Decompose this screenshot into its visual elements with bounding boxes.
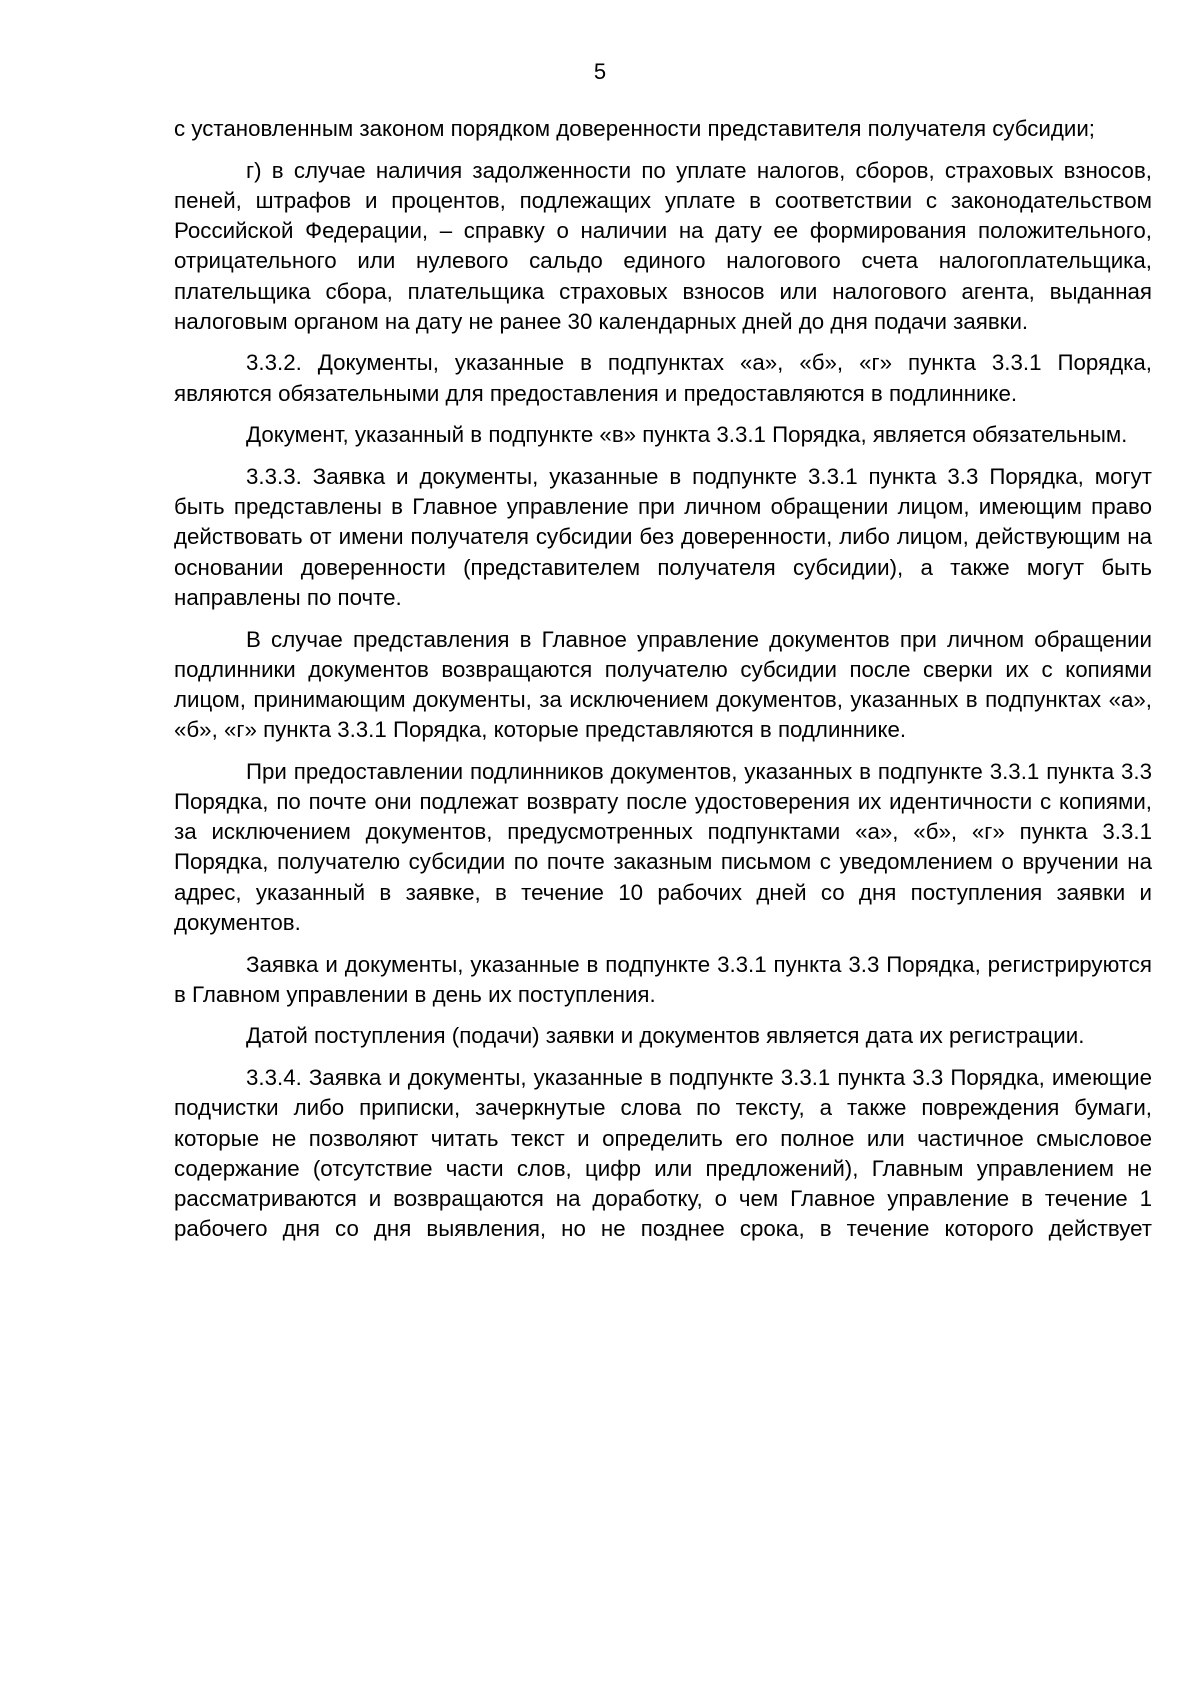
paragraph-submission-date: Датой поступления (подачи) заявки и документов является дата их регистрации. — [246, 1023, 1085, 1049]
paragraph-subitem-v-note: Документ, указанный в подпункте «в» пункта 3.3.1 Порядка, является обязательным. — [246, 422, 1128, 448]
paragraph-mail-submission: При предоставлении подлинников документов, указанных в подпункте 3.3.1 пункта 3.3 Порядка, по почте они подлежат возврату после удостоверения их идентичности с копиями, за исключением документов, предусмотренных подпунктами «а», «б», «г» пункта 3.3.1 Порядка, получателю субсидии по почте заказным письмом с уведомлением о вручении на адрес, указанный в заявке, в течение 10 рабочих дней со дня поступления заявки и документов. — [174, 758, 1152, 935]
document-body — [174, 114, 1152, 1256]
paragraph-3-3-4: 3.3.4. Заявка и документы, указанные в подпункте 3.3.1 пункта 3.3 Порядка, имеющие подчистки либо приписки, зачеркнутые слова по тексту, а также повреждения бумаги, которые не позволяют читать текст и определить его полное или частичное смысловое содержание (отсутствие части слов, цифр или предложений), Главным управлением не рассматриваются и возвращаются на доработку, о чем Главное управление в течение 1 рабочего дня со дня выявления, но не позднее срока, в течение которого действует — [174, 1065, 1152, 1242]
paragraph-3-3-3: 3.3.3. Заявка и документы, указанные в подпункте 3.3.1 пункта 3.3 Порядка, могут быть представлены в Главное управление при личном обращении лицом, имеющим право действовать от имени получателя субсидии без доверенности, либо лицом, действующим на основании доверенности (представителем получателя субсидии), а также могут быть направлены по почте. — [174, 464, 1152, 610]
page-number: 5 — [593, 59, 607, 84]
paragraph-subitem-g: г) в случае наличия задолженности по уплате налогов, сборов, страховых взносов, пеней, штрафов и процентов, подлежащих уплате в соответствии с законодательством Российской Федерации, – справку о наличии на дату ее формирования положительного, отрицательного или нулевого сальдо единого налогового счета налогоплательщика, плательщика сбора, плательщика страховых взносов или налогового агента, выданная налоговым органом на дату не ранее 30 календарных дней до дня подачи заявки. — [174, 157, 1152, 334]
paragraph-3-3-2: 3.3.2. Документы, указанные в подпунктах «а», «б», «г» пункта 3.3.1 Порядка, являются обязательными для предоставления и предоставляются в подлиннике. — [174, 350, 1152, 406]
paragraph-registration: Заявка и документы, указанные в подпункте 3.3.1 пункта 3.3 Порядка, регистрируются в Главном управлении в день их поступления. — [174, 951, 1152, 1007]
paragraph-personal-submission: В случае представления в Главное управление документов при личном обращении подлинники документов возвращаются получателю субсидии после сверки их с копиями лицом, принимающим документы, за исключением документов, указанных в подпунктах «а», «б», «г» пункта 3.3.1 Порядка, которые представляются в подлиннике. — [174, 626, 1152, 743]
paragraph-continuation: с установленным законом порядком доверенности представителя получателя субсидии; — [174, 116, 1095, 141]
